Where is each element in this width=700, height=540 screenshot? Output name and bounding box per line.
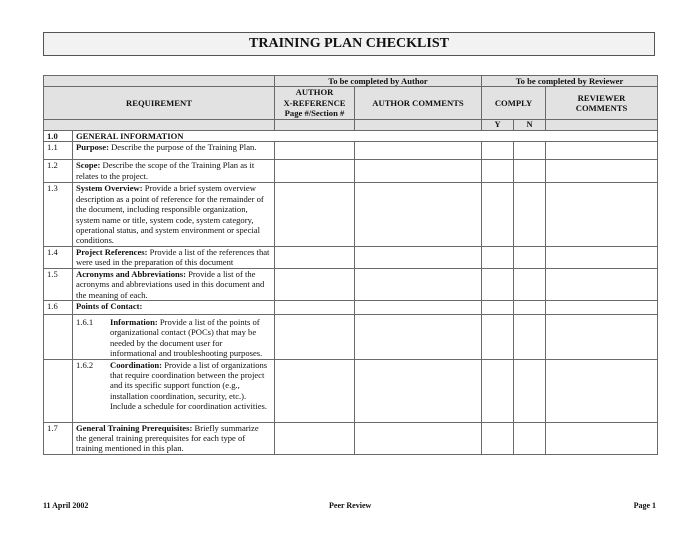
requirement-cell: Acronyms and Abbreviations: Provide a list of the acronyms and abbreviations used in this document and the meaning of each. bbox=[73, 268, 275, 300]
section-title: GENERAL INFORMATION bbox=[73, 131, 658, 142]
comply-y-header: Y bbox=[482, 119, 514, 130]
xref-cell[interactable] bbox=[275, 246, 355, 268]
table-row: 1.3 System Overview: Provide a brief system overview description as a point of reference for the remainder of the document, including responsible organization, system name or title, system code, system category, operational status, and system environment or special conditions. bbox=[44, 183, 658, 246]
requirement-cell: Scope: Describe the scope of the Training Plan as it relates to the project. bbox=[73, 160, 275, 183]
table-row bbox=[44, 359, 658, 422]
title-text: TRAINING PLAN CHECKLIST bbox=[249, 36, 449, 51]
comply-n-cell[interactable] bbox=[514, 160, 546, 183]
requirement-cell: General Training Prerequisites: Briefly summarize the general training prerequisites for each type of training mentioned in this plan. bbox=[73, 422, 275, 454]
requirement-cell: 1.6.2 Coordination: Provide a list of organizations that require coordination between the project and its specific support function (e.g., installation coordination, security, etc.). Include a schedule for coordination activities. bbox=[73, 359, 275, 422]
page-title bbox=[43, 32, 655, 56]
author-comments-cell[interactable] bbox=[355, 142, 482, 160]
comply-header: COMPLY bbox=[482, 87, 546, 119]
reviewer-comments-cell[interactable] bbox=[546, 422, 658, 454]
xref-cell[interactable] bbox=[275, 314, 355, 359]
table-row: 1.6 Points of Contact: bbox=[44, 300, 658, 314]
reviewer-comments-cell[interactable] bbox=[546, 300, 658, 314]
comply-n-cell[interactable] bbox=[514, 183, 546, 246]
comply-y-cell[interactable] bbox=[482, 268, 514, 300]
comply-y-cell[interactable] bbox=[482, 142, 514, 160]
author-group-header: To be completed by Author bbox=[275, 76, 482, 87]
comply-n-cell[interactable] bbox=[514, 314, 546, 359]
comply-y-cell[interactable] bbox=[482, 160, 514, 183]
xref-cell[interactable] bbox=[275, 142, 355, 160]
requirement-cell: Purpose: Describe the purpose of the Training Plan. bbox=[73, 142, 275, 160]
author-comments-cell[interactable] bbox=[355, 300, 482, 314]
section-row bbox=[44, 131, 658, 142]
comply-n-cell[interactable] bbox=[514, 142, 546, 160]
blank-yn bbox=[44, 119, 275, 130]
requirement-cell: 1.6.1 Information: Provide a list of the points of organizational contact (POCs) that may be needed by the document user for informational and troubleshooting purposes. bbox=[73, 314, 275, 359]
author-comments-cell[interactable] bbox=[355, 359, 482, 422]
section-number: 1.0 bbox=[44, 131, 73, 142]
blank-yn-xref bbox=[275, 119, 355, 130]
requirement-header: REQUIREMENT bbox=[44, 87, 275, 119]
xref-cell[interactable] bbox=[275, 160, 355, 183]
author-comments-cell[interactable] bbox=[355, 246, 482, 268]
xref-cell[interactable] bbox=[275, 300, 355, 314]
reviewer-comments-header: REVIEWER COMMENTS bbox=[546, 87, 658, 119]
blank-yn-comments bbox=[355, 119, 482, 130]
author-comments-cell[interactable] bbox=[355, 314, 482, 359]
comply-y-cell[interactable] bbox=[482, 300, 514, 314]
comply-y-cell[interactable] bbox=[482, 359, 514, 422]
footer-page: Page 1 bbox=[633, 501, 656, 510]
author-comments-cell[interactable] bbox=[355, 268, 482, 300]
requirement-cell: System Overview: Provide a brief system overview description as a point of reference for the remainder of the document, including responsible organization, system name or title, system code, system category, operational status, and system environment or special conditions. bbox=[73, 183, 275, 246]
requirement-cell: Points of Contact: bbox=[73, 300, 275, 314]
xref-cell[interactable] bbox=[275, 183, 355, 246]
xref-header: AUTHOR X-REFERENCE Page #/Section # bbox=[275, 87, 355, 119]
footer-date: 11 April 2002 bbox=[43, 501, 89, 510]
author-comments-cell[interactable] bbox=[355, 160, 482, 183]
table-row: 1.1 Purpose: Describe the purpose of the Training Plan. bbox=[44, 142, 658, 160]
reviewer-group-header: To be completed by Reviewer bbox=[482, 76, 658, 87]
blank-yn-reviewer bbox=[546, 119, 658, 130]
xref-cell[interactable] bbox=[275, 359, 355, 422]
blank-header bbox=[44, 76, 275, 87]
table-row: 1.4 Project References: Provide a list of the references that were used in the preparation of this document bbox=[44, 246, 658, 268]
author-comments-cell[interactable] bbox=[355, 422, 482, 454]
comply-n-cell[interactable] bbox=[514, 246, 546, 268]
checklist-table bbox=[43, 75, 658, 455]
table-row: 1.2 Scope: Describe the scope of the Training Plan as it relates to the project. bbox=[44, 160, 658, 183]
author-comments-cell[interactable] bbox=[355, 183, 482, 246]
comply-n-cell[interactable] bbox=[514, 422, 546, 454]
reviewer-comments-cell[interactable] bbox=[546, 160, 658, 183]
reviewer-comments-cell[interactable] bbox=[546, 359, 658, 422]
comply-y-cell[interactable] bbox=[482, 422, 514, 454]
reviewer-comments-cell[interactable] bbox=[546, 268, 658, 300]
reviewer-comments-cell[interactable] bbox=[546, 314, 658, 359]
table-row: 1.5 Acronyms and Abbreviations: Provide a list of the acronyms and abbreviations used in this document and the meaning of each. bbox=[44, 268, 658, 300]
comply-n-header: N bbox=[514, 119, 546, 130]
footer-center: Peer Review bbox=[329, 501, 372, 510]
comply-y-cell[interactable] bbox=[482, 314, 514, 359]
reviewer-comments-cell[interactable] bbox=[546, 246, 658, 268]
reviewer-comments-cell[interactable] bbox=[546, 142, 658, 160]
comply-n-cell[interactable] bbox=[514, 359, 546, 422]
table-row bbox=[44, 314, 658, 359]
author-comments-header: AUTHOR COMMENTS bbox=[355, 87, 482, 119]
reviewer-comments-cell[interactable] bbox=[546, 183, 658, 246]
xref-cell[interactable] bbox=[275, 422, 355, 454]
comply-y-cell[interactable] bbox=[482, 246, 514, 268]
requirement-cell: Project References: Provide a list of the references that were used in the preparation of this document bbox=[73, 246, 275, 268]
comply-n-cell[interactable] bbox=[514, 268, 546, 300]
comply-n-cell[interactable] bbox=[514, 300, 546, 314]
table-row: 1.7 General Training Prerequisites: Briefly summarize the general training prerequisites for each type of training mentioned in this plan. bbox=[44, 422, 658, 454]
xref-cell[interactable] bbox=[275, 268, 355, 300]
comply-y-cell[interactable] bbox=[482, 183, 514, 246]
